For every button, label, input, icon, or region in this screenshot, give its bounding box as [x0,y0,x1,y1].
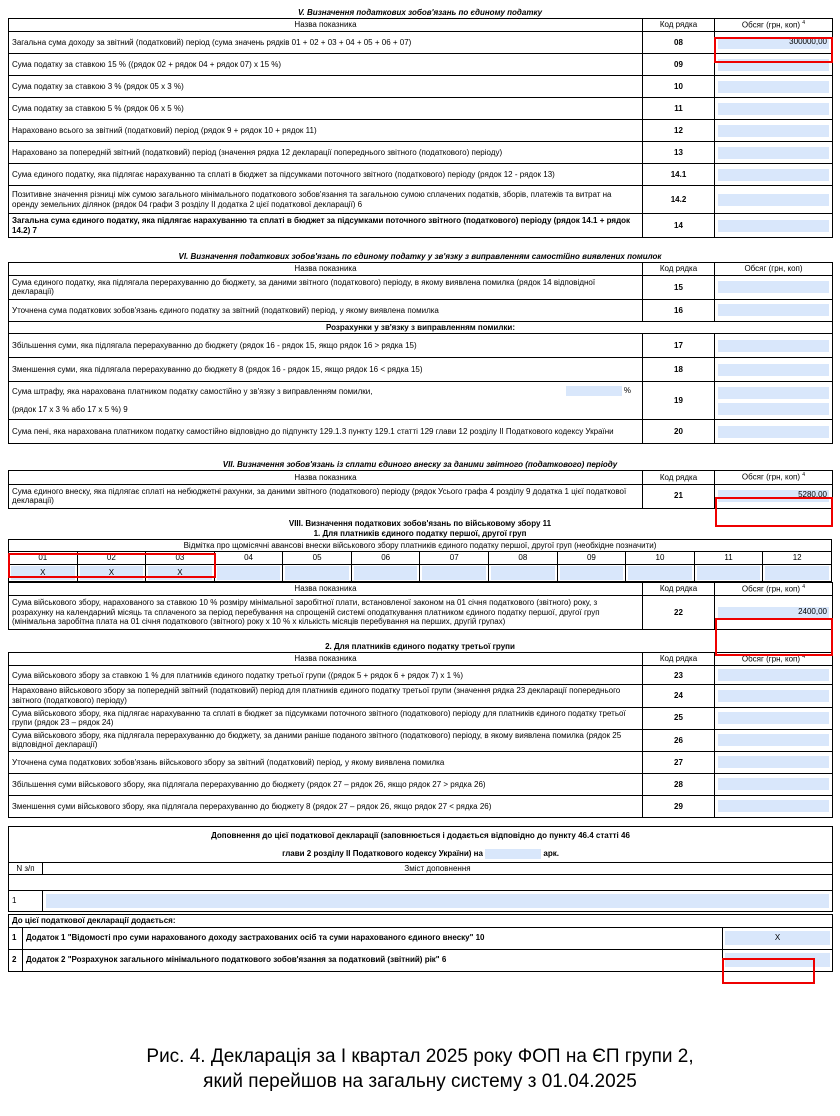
amount-field-28[interactable] [717,777,830,791]
row-label: Сума податку за ставкою 5 % (рядок 06 х 5 %) [9,98,643,120]
amount-field-21[interactable]: 5280,00 [717,489,830,503]
attachment-flag-1[interactable]: X [725,931,830,945]
row-label: Сума військового збору за ставкою 1 % для платників єдиного податку третьої групи ((рядок 5 + рядок 6 + рядок 7) х 1 %) [9,666,643,685]
row-label: Сума податку за ставкою 3 % (рядок 05 х 3 %) [9,76,643,98]
row-code: 23 [643,666,715,685]
month-flag-09[interactable] [560,566,624,580]
row-label: Загальна сума доходу за звітний (податковий) період (сума значень рядків 01 + 02 + 03 + 04 + 05 + 06 + 07) [9,32,643,54]
col-code-header: Код рядка [643,653,715,666]
section-5 [8,6,832,238]
row-code: 08 [643,32,715,54]
col-amount-header: Обсяг (грн, коп) $^4$ [715,653,833,666]
section-6-title: VI. Визначення податкових зобов'язань по єдиному податку у зв'язку з виправленням самостійно виявлених помилок [178,252,662,262]
row-code: 13 [643,142,715,164]
row-label: Сума податку за ставкою 15 % ((рядок 02 + рядок 04 + рядок 07) х 15 %) [9,54,643,76]
additions-title: Доповнення до цієї податкової декларації (заповнюється і додається відповідно до пункту 46.4 статті 46 глави 2 розділу ІІ Податкового кодексу України) на арк. [9,826,833,862]
amount-field-27[interactable] [717,755,830,769]
month-header-08: 08 [489,552,558,565]
fine-label: Сума пені, яка нарахована платником податку самостійно відповідно до підпункту 129.1.3 пункту 129.1 статті 129 глави 12 розділу ІІ Податкового кодексу України [9,420,643,444]
section-8-title: VIII. Визначення податкових зобов'язань по військовому збору 11 [288,518,552,528]
col-name-header: Назва показника [9,471,643,484]
amount-field-14.1[interactable] [717,168,830,182]
month-header-04: 04 [214,552,283,565]
row-code: 14 [643,214,715,238]
col-amount-header: Обсяг (грн, коп) $^4$ [715,582,833,595]
attachments-section [8,914,832,972]
row-label: Сума єдиного внеску, яка підлягає сплаті на небюджетні рахунки, за даними звітного (податкового) періоду (рядок Усього графа 4 розділу 9 додатка 1 цієї податкової декларації) [9,484,643,508]
additions-table [8,826,833,912]
month-flag-04[interactable] [217,566,281,580]
row-code: 29 [643,795,715,817]
month-header-07: 07 [420,552,489,565]
amount-field-19[interactable] [717,386,830,400]
month-flag-02[interactable]: X [80,566,144,580]
section-5-table [8,18,833,238]
row-code: 15 [643,275,715,299]
addition-num: 1 [9,891,43,912]
attachments-heading: До цієї податкової декларації додається: [9,915,833,928]
month-flag-11[interactable] [697,566,761,580]
col-content-header: Зміст доповнення [43,862,833,875]
month-header-03: 03 [146,552,215,565]
row-label: Загальна сума єдиного податку, яка підлягає нарахуванню та сплаті в бюджет за підсумками поточного звітного (податкового) періоду (рядок 14.1 + рядок 14.2) 7 [9,214,643,238]
section-8-group3-table [8,652,833,818]
col-code-header: Код рядка [643,582,715,595]
month-flag-10[interactable] [628,566,692,580]
row-label: Сума єдиного податку, яка підлягає нарахуванню та сплаті в бюджет за підсумками поточного звітного (податкового) періоду (рядок 12 - рядок 13) [9,164,643,186]
row-label: Сума військового збору, нарахованого за ставкою 10 % розміру мінімальної заробітної плати, встановленої законом на 01 січня податкового (звітного) року, з розрахунку на календарний місяць та сплаченого за період перебування на спрощеній системі оподаткування платником єдиного податку першої, другої груп (мінімальна заробітна плата на 01 січня податкового (звітного) року х 10 % х кількість місяців перебування на перших, другій групах) [9,596,643,630]
col-code-header: Код рядка [643,471,715,484]
row-label: Сума єдиного податку, яка підлягала перерахуванню до бюджету, за даними звітного (податкового) періоду, в якому виявлена помилка (рядок 14 відповідної декларації) [9,275,643,299]
section-7-title: VII. Визначення зобов'язань із сплати єдиного внеску за даними звітного (податкового) періоду [222,460,618,470]
months-table [8,539,832,582]
row-code: 26 [643,729,715,751]
amount-field-10[interactable] [717,80,830,94]
section-5-title: V. Визначення податкових зобов'язань по єдиному податку [297,8,543,17]
row-label: Сума військового збору, яка підлягає нарахуванню та сплаті в бюджет за підсумками поточного звітного (податкового) періоду для платників єдиного податку третьої групи (рядок 23 – рядок 24) [9,707,643,729]
row-label: Сума військового збору, яка підлягала перерахуванню до бюджету, за даними раніше поданого звітного (податкового) періоду, в якому виявлена помилка (рядок 25 відповідної декларації) [9,729,643,751]
month-flag-08[interactable] [491,566,555,580]
row-code: 10 [643,76,715,98]
row-label: Збільшення суми військового збору, яка підлягала перерахуванню до бюджету (рядок 27 – рядок 26, якщо рядок 27 > рядка 26) [9,773,643,795]
months-caption: Відмітка про щомісячні авансові внески військового збору платників єдиного податку першої, другої груп (необхідне позначити) [9,539,832,552]
sheets-field[interactable] [485,849,541,859]
section-8-subtitle-2: 2. Для платників єдиного податку третьої групи [325,642,515,652]
amount-field-29[interactable] [717,799,830,813]
row-code: 22 [643,596,715,630]
amount-field-24[interactable] [717,689,830,703]
amount-field-14.2[interactable] [717,193,830,207]
row-code: 25 [643,707,715,729]
section-6-table [8,262,833,444]
month-flag-06[interactable] [354,566,418,580]
amount-field-26[interactable] [717,733,830,747]
amount-field-15[interactable] [717,280,830,294]
month-header-12: 12 [763,552,832,565]
amount-field-09[interactable] [717,58,830,72]
month-header-02: 02 [77,552,146,565]
figure-caption: Рис. 4. Декларація за І квартал 2025 року ФОП на ЄП групи 2, який перейшов на загальну систему з 01.04.2025 [146,1046,694,1092]
col-amount-header: Обсяг (грн, коп) [715,263,833,276]
row-label: Зменшення суми, яка підлягала перерахуванню до бюджету 8 (рядок 16 - рядок 15, якщо рядок 16 < рядка 15) [9,358,643,382]
addition-content-field[interactable] [45,893,830,909]
row-code: 11 [643,98,715,120]
attachment-label: Додаток 1 "Відомості про суми нарахованого доходу застрахованих осіб та суми нарахованого єдиного внеску" 10 [23,927,723,949]
col-name-header: Назва показника [9,263,643,276]
row-label: Нараховано всього за звітний (податковий) період (рядок 9 + рядок 10 + рядок 11) [9,120,643,142]
month-header-10: 10 [626,552,695,565]
row-code: 17 [643,334,715,358]
col-num-header: N з/п [9,862,43,875]
amount-field-19b[interactable] [717,402,830,416]
row-label: Нараховано військового збору за попередній звітний (податковий) період для платників єдиного податку третьої групи (значення рядка 23 декларації попереднього звітного (податкового) періоду) [9,685,643,707]
col-name-header: Назва показника [9,582,643,595]
amount-field-16[interactable] [717,303,830,317]
amount-field-11[interactable] [717,102,830,116]
amount-field-17[interactable] [717,339,830,353]
amount-field-22[interactable]: 2400,00 [717,606,830,620]
amount-field-08[interactable]: 300000,00 [717,36,830,50]
amount-field-20[interactable] [717,425,830,439]
penalty-rate-field[interactable] [566,386,622,396]
amount-field-23[interactable] [717,668,830,682]
attachment-num: 1 [9,927,23,949]
attachment-num: 2 [9,949,23,971]
month-header-09: 09 [557,552,626,565]
attachment-flag-2[interactable] [725,953,830,967]
month-header-11: 11 [694,552,763,565]
row-22-table [8,582,833,630]
amount-field-13[interactable] [717,146,830,160]
col-name-header: Назва показника [9,19,643,32]
amount-field-12[interactable] [717,124,830,138]
row-code: 20 [643,420,715,444]
row-label: Збільшення суми, яка підлягала перерахуванню до бюджету (рядок 16 - рядок 15, якщо рядок 16 > рядка 15) [9,334,643,358]
month-flag-01[interactable]: X [11,566,75,580]
attachments-table [8,914,833,972]
row-label: Уточнена сума податкових зобов'язань єдиного податку за звітний (податковий) період, у якому виявлена помилка [9,299,643,321]
col-name-header: Назва показника [9,653,643,666]
month-flag-12[interactable] [765,566,829,580]
additions-section [8,826,832,912]
row-code: 16 [643,299,715,321]
row-code: 24 [643,685,715,707]
month-flag-03[interactable]: X [148,566,212,580]
amount-field-14[interactable] [717,219,830,233]
month-flag-07[interactable] [422,566,486,580]
row-code: 27 [643,751,715,773]
col-code-header: Код рядка [643,263,715,276]
row-label: Нараховано за попередній звітний (податковий) період (значення рядка 12 декларації попереднього звітного (податкового) періоду) [9,142,643,164]
col-amount-header: Обсяг (грн, коп) $^4$ [715,471,833,484]
row-label: Позитивне значення різниці між сумою загального мінімального податкового зобов'язання та загальною сумою сплачених податків, зборів, платежів та витрат на оренду земельних ділянок (рядок 04 графи 3 розділу ІІ додатка 2 цієї податкової декларації) 6 [9,186,643,214]
row-code: 28 [643,773,715,795]
row-code: 18 [643,358,715,382]
row-code: 14.2 [643,186,715,214]
col-code-header: Код рядка [643,19,715,32]
row-code: 12 [643,120,715,142]
row-code: 09 [643,54,715,76]
row-code: 14.1 [643,164,715,186]
section-6 [8,250,832,444]
amount-field-18[interactable] [717,363,830,377]
amount-field-25[interactable] [717,711,830,725]
month-flag-05[interactable] [285,566,349,580]
month-header-06: 06 [351,552,420,565]
section-7-table [8,470,833,508]
col-amount-header: Обсяг (грн, коп) $^4$ [715,19,833,32]
section-8-subtitle-1: 1. Для платників єдиного податку першої, другої груп [313,528,527,538]
attachment-label: Додаток 2 "Розрахунок загального мінімального податкового зобов'язання за податковий (звітний) рік" 6 [23,949,723,971]
section-8 [8,517,832,818]
penalty-label: Сума штрафу, яка нарахована платником податку самостійно у зв'язку з виправленням помилки, % (рядок 17 х 3 % або 17 х 5 %) 9 [9,382,643,420]
corrections-subheader: Розрахунки у зв'язку з виправленням помилки: [9,321,833,334]
section-7 [8,458,832,508]
month-header-01: 01 [9,552,78,565]
declaration-page [8,6,832,972]
row-label: Уточнена сума податкових зобов'язань військового збору за звітний (податковий) період, у якому виявлена помилка [9,751,643,773]
row-code: 19 [643,382,715,420]
month-header-05: 05 [283,552,352,565]
row-code: 21 [643,484,715,508]
row-label: Зменшення суми військового збору, яка підлягала перерахуванню до бюджету 8 (рядок 27 – рядок 26, якщо рядок 27 < рядка 26) [9,795,643,817]
